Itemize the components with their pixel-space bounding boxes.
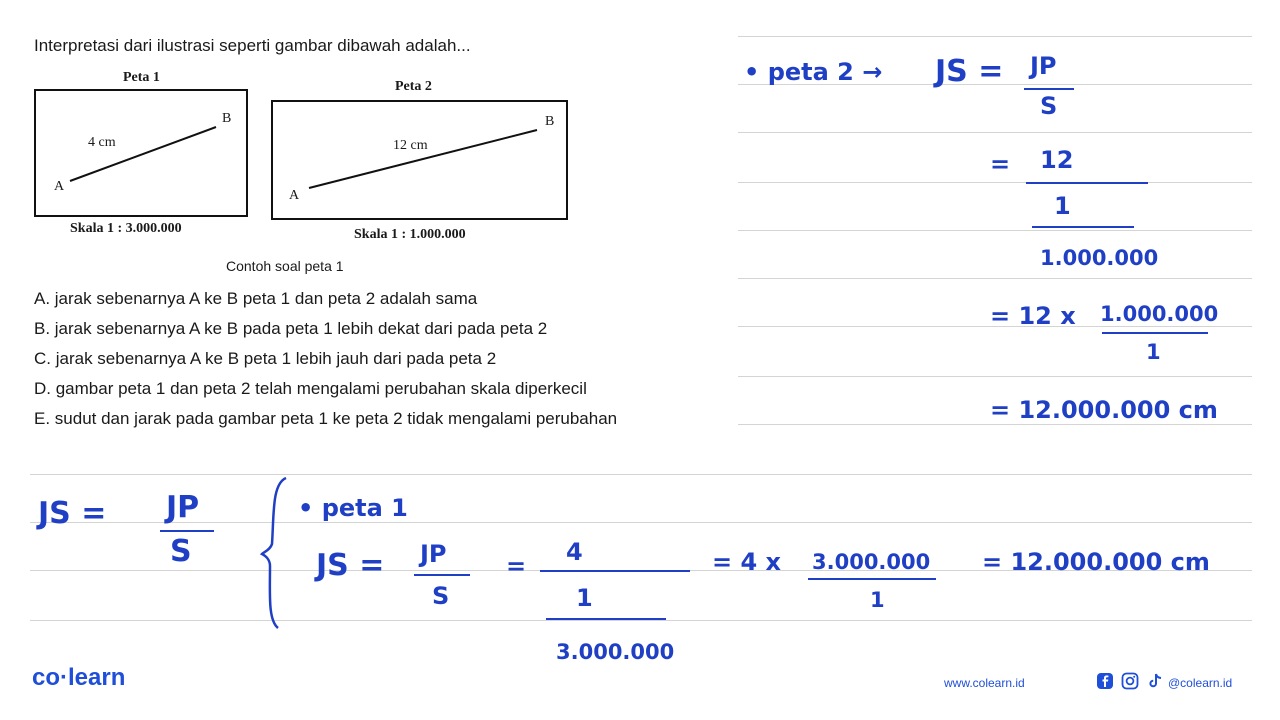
map2-scale: Skala 1 : 1.000.000 <box>354 227 466 242</box>
hw-den3: 1 <box>1146 340 1161 364</box>
hw-fraction-bar <box>1024 88 1074 90</box>
hw-1: 1 <box>1054 192 1071 220</box>
hw-1: 1 <box>576 584 593 612</box>
hw-result: = 12.000.000 cm <box>982 548 1210 576</box>
hw-fraction-bar <box>808 578 936 580</box>
curly-brace <box>258 474 292 630</box>
hw-eq-b: = 4 x <box>712 548 781 576</box>
hw-num3: 1.000.000 <box>1100 302 1219 326</box>
facebook-icon[interactable] <box>1096 672 1114 690</box>
hw-heading-peta1: • peta 1 <box>298 494 408 522</box>
hw-num2: 3.000.000 <box>812 550 931 574</box>
hw-jp: JP <box>1030 52 1057 80</box>
colearn-logo: co·learn <box>32 664 126 691</box>
hw-line4: = 12.000.000 cm <box>990 396 1218 424</box>
hw-4: 4 <box>566 538 583 566</box>
hw-fraction-bar <box>1032 226 1134 228</box>
hw-fraction-bar <box>540 570 690 572</box>
tiktok-icon[interactable] <box>1146 672 1164 690</box>
map1-line <box>36 91 246 215</box>
map2-point-a: A <box>289 188 300 203</box>
hw-fraction-bar <box>546 618 666 620</box>
hw-s: S <box>1040 92 1058 120</box>
hw-fraction-bar <box>160 530 214 532</box>
map2-point-b: B <box>545 114 555 129</box>
figure-caption: Contoh soal peta 1 <box>226 258 344 274</box>
hw-fraction-bar <box>1102 332 1208 334</box>
map2-frame <box>271 100 568 220</box>
option-a: A. jarak sebenarnya A ke B peta 1 dan peta 2 adalah sama <box>34 289 478 308</box>
hw-den2: 1 <box>870 588 885 612</box>
option-b: B. jarak sebenarnya A ke B pada peta 1 lebih dekat dari pada peta 2 <box>34 319 548 338</box>
hw-s: S <box>170 534 192 569</box>
hw-fraction-bar <box>1026 182 1148 184</box>
hw-line3: = 12 x <box>990 302 1076 330</box>
map2-length: 12 cm <box>393 138 428 153</box>
hw-js-formula: JS = <box>38 496 107 531</box>
answer-options <box>34 288 617 438</box>
hw-heading-peta2: • peta 2 → <box>744 58 883 86</box>
option-d: D. gambar peta 1 dan peta 2 telah mengalami perubahan skala diperkecil <box>34 379 587 398</box>
question-text: Interpretasi dari ilustrasi seperti gambar dibawah adalah... <box>34 36 471 55</box>
option-c: C. jarak sebenarnya A ke B peta 1 lebih jauh dari pada peta 2 <box>34 349 497 368</box>
hw-js-label: JS = <box>935 54 1004 89</box>
hw-den: 1.000.000 <box>1040 246 1159 270</box>
hw-jp: JP <box>166 490 200 525</box>
hw-den: 3.000.000 <box>556 640 675 664</box>
hw-js-label: JS = <box>316 548 385 583</box>
map1-frame <box>34 89 248 217</box>
map1-point-b: B <box>222 111 232 126</box>
map1-scale: Skala 1 : 3.000.000 <box>70 221 182 236</box>
hw-s: S <box>432 582 450 610</box>
instagram-icon[interactable] <box>1121 672 1139 690</box>
hw-12: 12 <box>1040 146 1074 174</box>
website-link[interactable]: www.colearn.id <box>944 676 1025 690</box>
hw-eq1: = <box>990 150 1011 178</box>
hw-eq-a: = <box>506 552 527 580</box>
map1-length: 4 cm <box>88 135 116 150</box>
map1-point-a: A <box>54 179 65 194</box>
social-handle: @colearn.id <box>1168 676 1233 690</box>
map2-line <box>273 102 566 218</box>
option-e: E. sudut dan jarak pada gambar peta 1 ke peta 2 tidak mengalami perubahan <box>34 409 618 428</box>
hw-fraction-bar <box>414 574 470 576</box>
map2-title: Peta 2 <box>395 79 432 94</box>
hw-jp: JP <box>420 540 447 568</box>
map1-title: Peta 1 <box>123 70 160 85</box>
